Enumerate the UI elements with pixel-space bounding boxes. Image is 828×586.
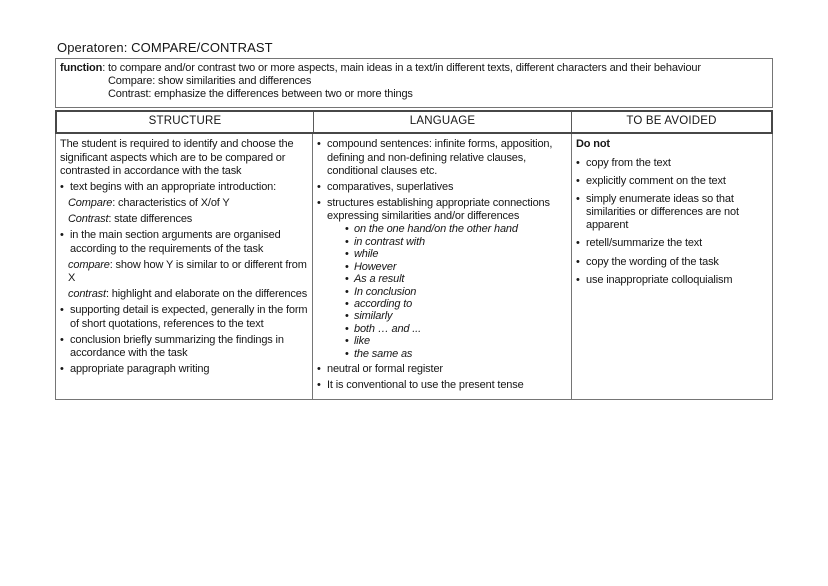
item-text [354, 273, 404, 285]
list-item [68, 259, 308, 285]
item-text [327, 138, 567, 178]
list-item [68, 213, 308, 226]
item-text [60, 62, 701, 74]
bullet-dot: • [345, 335, 349, 348]
column-header-language: LANGUAGE [313, 112, 572, 133]
list-item [576, 157, 768, 170]
list-item [345, 298, 567, 310]
bullet-dot: • [345, 347, 349, 360]
bullet-dot: • [345, 235, 349, 248]
text-run: In conclusion [354, 285, 417, 298]
to-be-avoided-cell [572, 134, 772, 398]
list-item [345, 273, 567, 285]
item-text [70, 181, 276, 194]
item-text [70, 229, 308, 255]
list-item [317, 181, 567, 194]
item-text [70, 363, 209, 376]
item-text [576, 138, 610, 150]
bullet-dot: • [317, 180, 321, 193]
text-run: Do not [576, 138, 610, 151]
text-run: retell/summarize the text [586, 237, 703, 250]
list-item [317, 138, 567, 178]
item-text [586, 274, 732, 287]
bullet-dot: • [345, 298, 349, 311]
text-run: Compare: show similarities and differences [108, 75, 312, 88]
text-run: the same as [354, 347, 413, 360]
list-item [345, 310, 567, 322]
list-item [60, 62, 766, 75]
bullet-dot: • [576, 273, 580, 286]
text-run: : to compare and/or contrast two or more aspects, main ideas in a text/in different texts, different characters and their behaviour [102, 62, 701, 74]
bullet-dot: • [60, 304, 64, 317]
list-item [345, 348, 567, 360]
list-item [108, 88, 766, 101]
text-run: It is conventional to use the present tense [327, 379, 524, 392]
item-text [586, 175, 726, 188]
item-text [354, 310, 392, 322]
bullet-dot: • [345, 285, 349, 298]
bullet-dot: • [317, 363, 321, 376]
item-text [327, 379, 524, 392]
list-item [108, 75, 766, 88]
table-header-row [55, 110, 773, 135]
text-run: Contrast: emphasize the differences between two or more things [108, 88, 413, 101]
function-row [55, 58, 773, 108]
text-run: : characteristics of X/of Y [112, 197, 230, 210]
bullet-dot: • [60, 333, 64, 346]
language-cell [312, 134, 572, 398]
text-run: : highlight and elaborate on the differences [105, 288, 308, 301]
item-text [354, 286, 416, 298]
bullet-dot: • [576, 192, 580, 205]
list-item [345, 261, 567, 273]
text-run: in contrast with [354, 235, 425, 248]
list-item [345, 286, 567, 298]
text-run: compare [68, 258, 110, 271]
list-item [345, 236, 567, 248]
bullet-dot: • [60, 229, 64, 242]
text-run: contrast [68, 288, 106, 301]
item-text [354, 248, 378, 260]
item-text [586, 256, 719, 269]
list-item [576, 237, 768, 250]
item-text [327, 363, 443, 376]
item-text [354, 236, 425, 248]
list-item [317, 379, 567, 392]
item-text [586, 193, 768, 233]
item-text [586, 237, 702, 250]
text-run: similarly [354, 310, 393, 323]
item-text [354, 223, 518, 235]
item-text [68, 259, 307, 284]
table-body-row [55, 134, 773, 399]
bullet-dot: • [317, 197, 321, 210]
do-not-heading [576, 138, 768, 151]
text-run: Contrast [68, 213, 109, 226]
text-run: : show how Y is similar to or different from X [68, 258, 307, 285]
bullet-dot: • [345, 273, 349, 286]
text-run: structures establishing appropriate connections expressing similarities and/or differences [327, 197, 550, 223]
item-text [586, 157, 671, 170]
bullet-dot: • [576, 237, 580, 250]
bullet-dot: • [345, 223, 349, 236]
item-text [60, 138, 293, 176]
text-run: according to [354, 298, 413, 311]
structure-cell [56, 134, 312, 398]
item-text [354, 348, 412, 360]
text-run: like [354, 335, 370, 348]
bullet-dot: • [576, 174, 580, 187]
text-run: : state differences [108, 213, 193, 226]
bullet-dot: • [345, 248, 349, 261]
item-text [327, 181, 453, 194]
text-run: copy from the text [586, 156, 671, 169]
item-text [68, 213, 192, 225]
bullet-dot: • [576, 255, 580, 268]
list-item [317, 197, 567, 223]
text-run: function [60, 62, 103, 74]
list-item [60, 334, 308, 360]
list-item [345, 335, 567, 347]
text-run: appropriate paragraph writing [70, 363, 210, 376]
bullet-dot: • [317, 379, 321, 392]
text-run: neutral or formal register [327, 363, 443, 376]
bullet-dot: • [60, 180, 64, 193]
text-run: explicitly comment on the text [586, 174, 726, 187]
text-run: use inappropriate colloquialism [586, 273, 733, 286]
text-run: compound sentences: infinite forms, apposition, defining and non-defining relative clauses, conditional clauses etc. [327, 138, 553, 177]
text-run: conclusion briefly summarizing the findings in accordance with the task [70, 333, 284, 359]
bullet-dot: • [317, 138, 321, 151]
item-text [327, 197, 567, 223]
list-item [60, 304, 308, 330]
text-run: As a result [354, 273, 405, 286]
item-text [68, 288, 307, 300]
bullet-dot: • [60, 363, 64, 376]
item-text [70, 334, 308, 360]
list-item [576, 256, 768, 269]
list-item [345, 323, 567, 335]
list-item [345, 248, 567, 260]
item-text [354, 261, 396, 273]
text-run: on the one hand/on the other hand [354, 223, 518, 236]
text-run: The student is required to identify and choose the significant aspects which are to be compared or contrasted in accordance with the task [60, 138, 294, 177]
column-header-structure: STRUCTURE [148, 114, 222, 127]
text-run: both … and ... [354, 322, 421, 335]
text-run: supporting detail is expected, generally in the form of short quotations, references to the text [70, 304, 308, 330]
item-text [354, 335, 370, 347]
list-item [60, 229, 308, 255]
list-item [60, 181, 308, 194]
list-item [60, 363, 308, 376]
list-item [576, 274, 768, 287]
text-run: copy the wording of the task [586, 255, 719, 268]
list-item [60, 138, 308, 178]
text-run: comparatives, superlatives [327, 180, 454, 193]
page-title: Operatoren: COMPARE/CONTRAST [57, 40, 273, 55]
bullet-dot: • [345, 322, 349, 335]
bullet-dot: • [345, 310, 349, 323]
item-text [108, 75, 311, 87]
bullet-dot: • [345, 260, 349, 273]
bullet-dot: • [576, 156, 580, 169]
item-text [108, 88, 413, 100]
text-run: while [354, 248, 379, 261]
text-run: text begins with an appropriate introduction: [70, 180, 277, 193]
item-text [354, 323, 421, 335]
list-item [68, 197, 308, 210]
item-text [354, 298, 412, 310]
list-item [317, 363, 567, 376]
text-run: simply enumerate ideas so that similarities or differences are not apparent [586, 192, 739, 232]
item-text [68, 197, 230, 209]
list-item [345, 223, 567, 235]
item-text [70, 304, 308, 330]
text-run: However [354, 260, 397, 273]
text-run: in the main section arguments are organised according to the requirements of the task [70, 229, 281, 255]
list-item [68, 288, 308, 301]
column-header-to-be-avoided: TO BE AVOIDED [626, 114, 717, 127]
list-item [576, 175, 768, 188]
list-item [576, 193, 768, 233]
text-run: Compare [68, 197, 113, 210]
operator-table [55, 58, 773, 400]
